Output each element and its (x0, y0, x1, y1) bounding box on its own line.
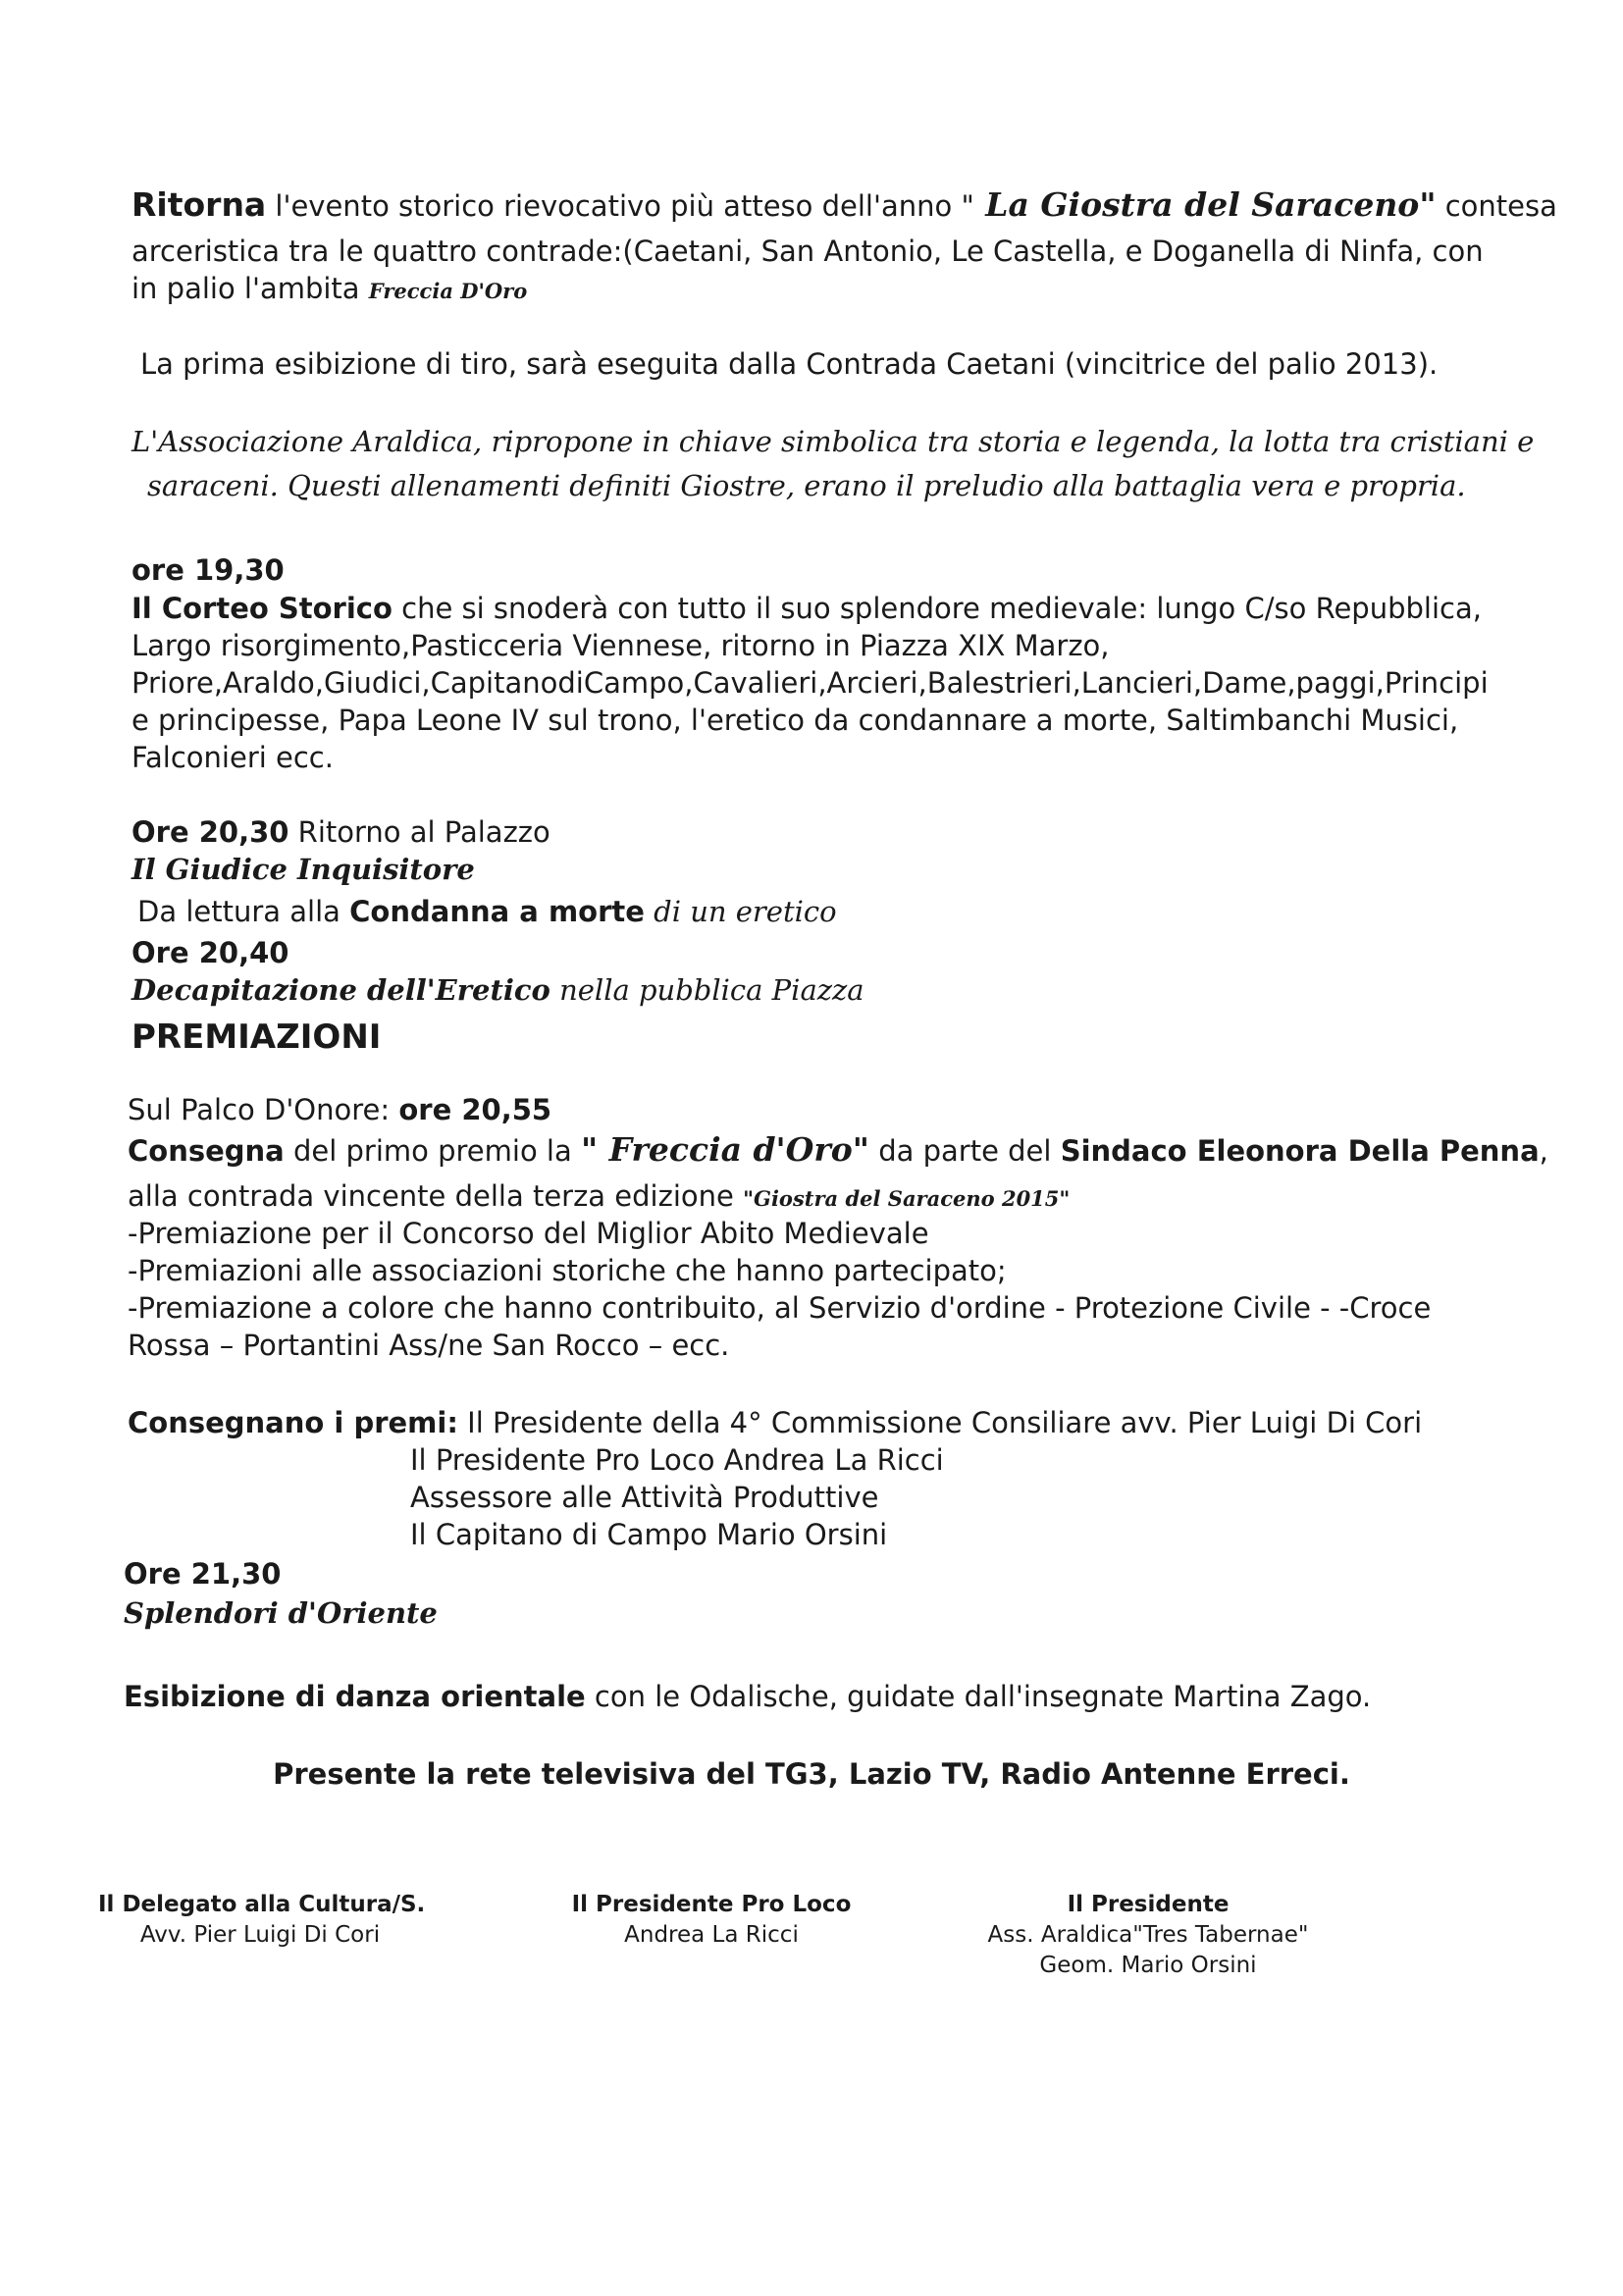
corteo-line-2: Largo risorgimento,Pasticceria Viennese, ritorno in Piazza XIX Marzo, (131, 629, 1110, 662)
signature-title: Il Presidente (1067, 1892, 1230, 1917)
oriente-time: Ore 21,30 (124, 1557, 282, 1591)
consegna-word: Consegna (128, 1134, 285, 1168)
consegnano-label: Consegnano i premi: (128, 1406, 458, 1439)
associazione-line-1: L'Associazione Araldica, ripropone in chiave simbolica tra storia e legenda, la lotta tra cristiani e (131, 425, 1535, 458)
esibizione-line (124, 1679, 1371, 1715)
associazione-line-2: saraceni. Questi allenamenti definiti Giostre, erano il preludio alla battaglia vera e propria. (147, 469, 1466, 502)
intro-line-3-text: in palio l'ambita (131, 272, 369, 305)
corteo-line-5: Falconieri ecc. (131, 741, 334, 774)
giostra-2015: "Giostra del Saraceno 2015" (743, 1186, 1071, 1211)
lettura-line (137, 894, 837, 930)
palazzo-text: Ritorno al Palazzo (288, 815, 550, 849)
intro-text-1: l'evento storico rievocativo più atteso dell'anno " (266, 189, 974, 223)
presente-tv: Presente la rete televisiva del TG3, Lazio TV, Radio Antenne Erreci. (273, 1757, 1350, 1791)
giudice-inquisitore: Il Giudice Inquisitore (131, 853, 475, 886)
giostra-title: La Giostra del Saraceno" (973, 185, 1437, 224)
consegnano-item: Assessore alle Attività Produttive (410, 1481, 879, 1514)
condanna-a-morte: Condanna a morte (349, 895, 645, 928)
consegna-text: del primo premio la (284, 1134, 581, 1168)
corteo-line-1-text: che si snoderà con tutto il suo splendore medievale: lungo C/so Repubblica, (392, 592, 1482, 625)
palco-time: ore 20,55 (398, 1093, 552, 1126)
premiazione-item: -Premiazione a colore che hanno contribuito, al Servizio d'ordine - Protezione Civile - -Croce (128, 1291, 1432, 1325)
decapitazione-title: Decapitazione dell'Eretico (131, 973, 550, 1007)
corteo-line-4: e principesse, Papa Leone IV sul trono, l'eretico da condannare a morte, Saltimbanchi Musici, (131, 704, 1459, 737)
freccia-doro-title: " Freccia d'Oro" (580, 1130, 869, 1169)
lettura-post: di un eretico (644, 895, 837, 928)
consegna-line (128, 1131, 1548, 1170)
consegnano-item: Il Capitano di Campo Mario Orsini (410, 1518, 888, 1551)
palco-line (128, 1092, 551, 1128)
palazzo-line (131, 814, 550, 851)
intro-line-3 (131, 271, 527, 309)
ritorna-word: Ritorna (131, 185, 267, 224)
esibizione-title: Esibizione di danza orientale (124, 1680, 586, 1713)
lettura-pre: Da lettura alla (137, 895, 350, 928)
freccia-doro-inline: Freccia D'Oro (368, 279, 528, 303)
premiazioni-heading: PREMIAZIONI (131, 1018, 382, 1057)
decapitazione-time: Ore 20,40 (131, 936, 289, 969)
signature-line: Avv. Pier Luigi Di Cori (139, 1922, 381, 1948)
premiazione-item: Rossa – Portantini Ass/ne San Rocco – ecc. (128, 1329, 730, 1362)
signature-line: Andrea La Ricci (624, 1922, 799, 1948)
signature-delegato (98, 1890, 426, 1951)
prima-esibizione: La prima esibizione di tiro, sarà eseguita dalla Contrada Caetani (vincitrice del palio 2013). (140, 347, 1439, 381)
esibizione-rest: con le Odalische, guidate dall'insegnate Martina Zago. (585, 1680, 1372, 1713)
intro-text-2: contesa (1436, 189, 1557, 223)
decapitazione-line (131, 972, 864, 1009)
signature-line: Ass. Araldica"Tres Tabernae" (987, 1922, 1309, 1948)
palazzo-time: Ore 20,30 (131, 815, 289, 849)
corteo-time: ore 19,30 (131, 553, 285, 587)
consegnano-first: Il Presidente della 4° Commissione Consiliare avv. Pier Luigi Di Cori (457, 1406, 1423, 1439)
signature-line: Geom. Mario Orsini (1039, 1953, 1257, 1978)
signature-presidente (971, 1890, 1325, 1981)
consegnano-line (128, 1405, 1422, 1441)
signature-title: Il Delegato alla Cultura/S. (98, 1892, 426, 1917)
contrada-pre: alla contrada vincente della terza edizione (128, 1179, 744, 1213)
signature-proloco (550, 1890, 873, 1951)
consegnano-item: Il Presidente Pro Loco Andrea La Ricci (410, 1443, 944, 1477)
decapitazione-rest: nella pubblica Piazza (550, 973, 864, 1007)
palco-pre: Sul Palco D'Onore: (128, 1093, 399, 1126)
intro-line-2: arceristica tra le quattro contrade:(Caetani, San Antonio, Le Castella, e Doganella di Ninfa, con (131, 235, 1484, 268)
signature-title: Il Presidente Pro Loco (571, 1892, 852, 1917)
contrada-line (128, 1178, 1070, 1217)
intro-line-1 (131, 186, 1557, 225)
sindaco-name: Sindaco Eleonora Della Penna (1060, 1134, 1540, 1168)
premiazione-item: -Premiazione per il Concorso del Miglior Abito Medievale (128, 1217, 929, 1250)
oriente-title: Splendori d'Oriente (124, 1596, 438, 1630)
da-parte: da parte del (869, 1134, 1061, 1168)
corteo-line-1 (131, 591, 1482, 627)
corteo-line-3: Priore,Araldo,Giudici,CapitanodiCampo,Cavalieri,Arcieri,Balestrieri,Lancieri,Dame,paggi,Principi (131, 666, 1489, 700)
sindaco-end: , (1539, 1134, 1548, 1168)
corteo-title: Il Corteo Storico (131, 592, 393, 625)
premiazione-item: -Premiazioni alle associazioni storiche che hanno partecipato; (128, 1254, 1007, 1287)
